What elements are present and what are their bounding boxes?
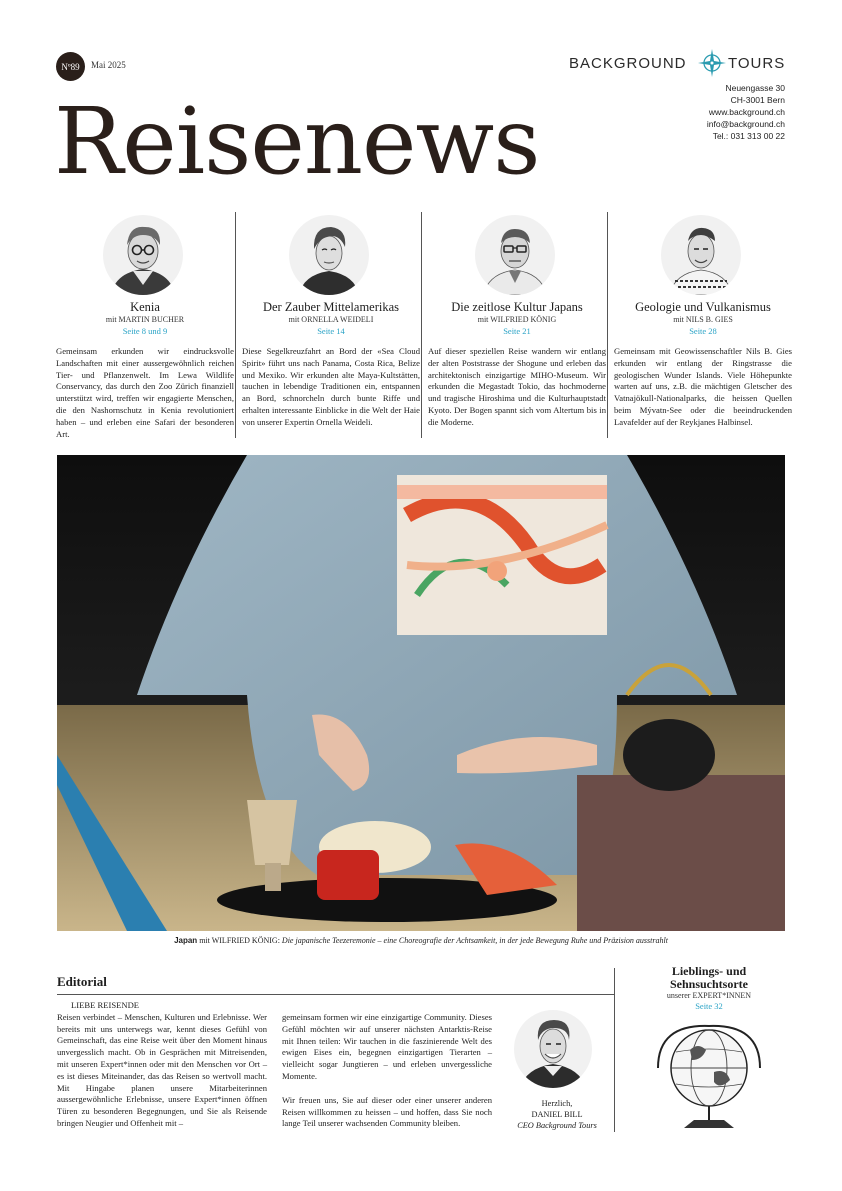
sidebar-page-link[interactable]: Seite 32 <box>695 1001 723 1011</box>
column-divider <box>607 212 608 438</box>
teaser-expert: mit NILS B. GIES <box>673 315 733 324</box>
avatar <box>103 215 183 295</box>
avatar <box>475 215 555 295</box>
teaser-island[interactable] <box>614 212 792 444</box>
signature-role: CEO Background Tours <box>517 1121 597 1130</box>
column-divider <box>421 212 422 438</box>
editorial-text-1: Reisen verbindet – Menschen, Kulturen und Erlebnisse. Wer bereits mit uns unterwegs war, kennt dieses Gefühl von Gemeinschaft, das eine Reise weit über den Moment hinaus unvergesslich macht. Ob in Gesprächen mit Mitreisenden, mit unseren Expert*innen oder mit den Menschen vor Ort – es ist dieses Miteinander, das das Reisen so wertvoll macht. Mit Hingabe planen unsere Mitarbeiterinnen aussergewöhnliche Erlebnisse, unsere Expert*innen öffnen Türen zu besonderen Begegnungen, und Sie als Reisende bringen Neugier und Offenheit mit – <box>57 1011 267 1128</box>
hero-photo-tea-ceremony <box>57 455 785 931</box>
column-divider <box>235 212 236 438</box>
editorial-signature <box>502 1098 612 1131</box>
teaser-expert: mit MARTIN BUCHER <box>105 315 185 324</box>
caption-expert: mit WILFRIED KÖNIG: <box>199 936 280 945</box>
editorial-column-2 <box>282 1012 492 1130</box>
address-street: Neuengasse 30 <box>725 83 785 93</box>
page-title: Reisenews <box>54 88 540 195</box>
address-email[interactable]: info@background.ch <box>706 119 785 129</box>
teaser-page-link[interactable]: Seite 8 und 9 <box>122 326 168 336</box>
address-website[interactable]: www.background.ch <box>708 107 785 117</box>
teaser-title: Geologie und Vulkanismus <box>635 300 771 314</box>
editorial-column-1 <box>57 1000 267 1130</box>
teaser-japan[interactable] <box>428 212 606 444</box>
globe-icon <box>654 1020 764 1132</box>
issue-date: Mai 2025 <box>91 60 126 70</box>
teaser-body: Diese Segelkreuzfahrt an Bord der «Sea Cloud Spirit» führt uns nach Panama, Costa Rica, Belize und Mexiko. Wir erkunden alte Maya-Kultstätten, tauchen in lebendige Traditionen ein, entspannen an Bord, schnorcheln durch bunte Riffe und erhalten interessante Einblicke in die Welt der Haie von unserer Expertin Ornella Weideli. <box>242 346 420 427</box>
compass-icon <box>697 48 727 78</box>
avatar <box>289 215 369 295</box>
teaser-expert: mit WILFRIED KÖNIG <box>477 315 557 324</box>
teaser-page-link[interactable]: Seite 21 <box>503 326 531 336</box>
issue-number: Nº89 <box>61 61 80 72</box>
teaser-page-link[interactable]: Seite 28 <box>689 326 717 336</box>
editorial-salutation: LIEBE REISENDE <box>71 1000 140 1010</box>
issue-badge <box>56 52 85 81</box>
brand-name-left: BACKGROUND <box>569 55 687 72</box>
teaser-body: Gemeinsam mit Geowissenschaftler Nils B. Gies erkunden wir entlang der Ringstrasse die geologischen Wunder Islands. Viele Höhepunkte warten auf uns, z.B. die mächtigen Gletscher des Vatnajökull-Nationalparks, die heissen Quellen beim Mývatn-See oder die beeindruckenden Lavafelder auf der Reykjanes Halbinsel. <box>614 346 792 427</box>
caption-text: Die japanische Teezeremonie – eine Choreografie der Achtsamkeit, in der jede Bewegung Ruhe und Präzision ausstrahlt <box>281 936 668 945</box>
address-phone: Tel.: 031 313 00 22 <box>712 131 785 141</box>
avatar <box>661 215 741 295</box>
avatar <box>514 1010 592 1088</box>
teaser-mittelamerika[interactable] <box>242 212 420 444</box>
signature-greeting: Herzlich, <box>541 1099 573 1108</box>
teaser-title: Der Zauber Mittelamerikas <box>262 300 400 314</box>
editorial-heading: Editorial <box>57 974 107 989</box>
caption-place: Japan <box>174 936 198 945</box>
teaser-body: Gemeinsam erkunden wir eindrucksvolle Landschaften mit einer aussergewöhnlich reichen Tier- und Pflanzenwelt. Im Lewa Wildlife Conservancy, das durch den Zoo Zürich finanziell unterstützt wird, treffen wir engagierte Menschen, die den Nashornschutz in Kenia revolutioniert haben – und erleben eine Safari der besonderen Art. <box>56 346 234 439</box>
teaser-title: Kenia <box>130 300 160 314</box>
editorial-text-2b: Wir freuen uns, Sie auf dieser oder einer unserer anderen Reisen willkommen zu heissen – und hoffen, dass Sie noch lange Teil unserer wachsenden Community bleiben. <box>282 1094 492 1129</box>
photo-caption <box>57 936 785 945</box>
sidebar-experts: unserer EXPERT*INNEN <box>666 991 752 1000</box>
signature-name: DANIEL BILL <box>531 1110 583 1119</box>
teaser-page-link[interactable]: Seite 14 <box>317 326 345 336</box>
contact-address <box>707 82 785 142</box>
editorial-text-2a: gemeinsam formen wir eine einzigartige Community. Dieses Gefühl möchten wir auf unserer nächsten Antarktis-Reise mit Ihnen teilen: Wir tauchen in die faszinierende Welt des ewigen Eises ein, begegnen einzigartigen Tierarten – vielleicht sogar Jungtieren – und erleben unvergessliche Momente. <box>282 1012 492 1081</box>
teaser-body: Auf dieser speziellen Reise wandern wir entlang der alten Poststrasse der Shogune und erleben das architektonisch einzigartige MIHO-Museum. Wir erkunden die Megastadt Tokio, das hochmoderne und tragische Hiroshima und die Kulturhauptstadt Kyoto. Der Bogen spannt sich vom Altertum bis in die Moderne. <box>428 346 606 427</box>
brand-logo[interactable] <box>569 52 789 76</box>
teaser-expert: mit ORNELLA WEIDELI <box>288 315 374 324</box>
editorial-rule <box>57 994 614 995</box>
teaser-kenia[interactable] <box>56 212 234 444</box>
address-city: CH-3001 Bern <box>730 95 785 105</box>
sidebar-title: Lieblings- und Sehnsuchtsorte <box>669 964 748 991</box>
brand-name-right: TOURS <box>728 55 786 72</box>
teaser-title: Die zeitlose Kultur Japans <box>451 300 583 314</box>
editorial-divider <box>614 968 615 1132</box>
